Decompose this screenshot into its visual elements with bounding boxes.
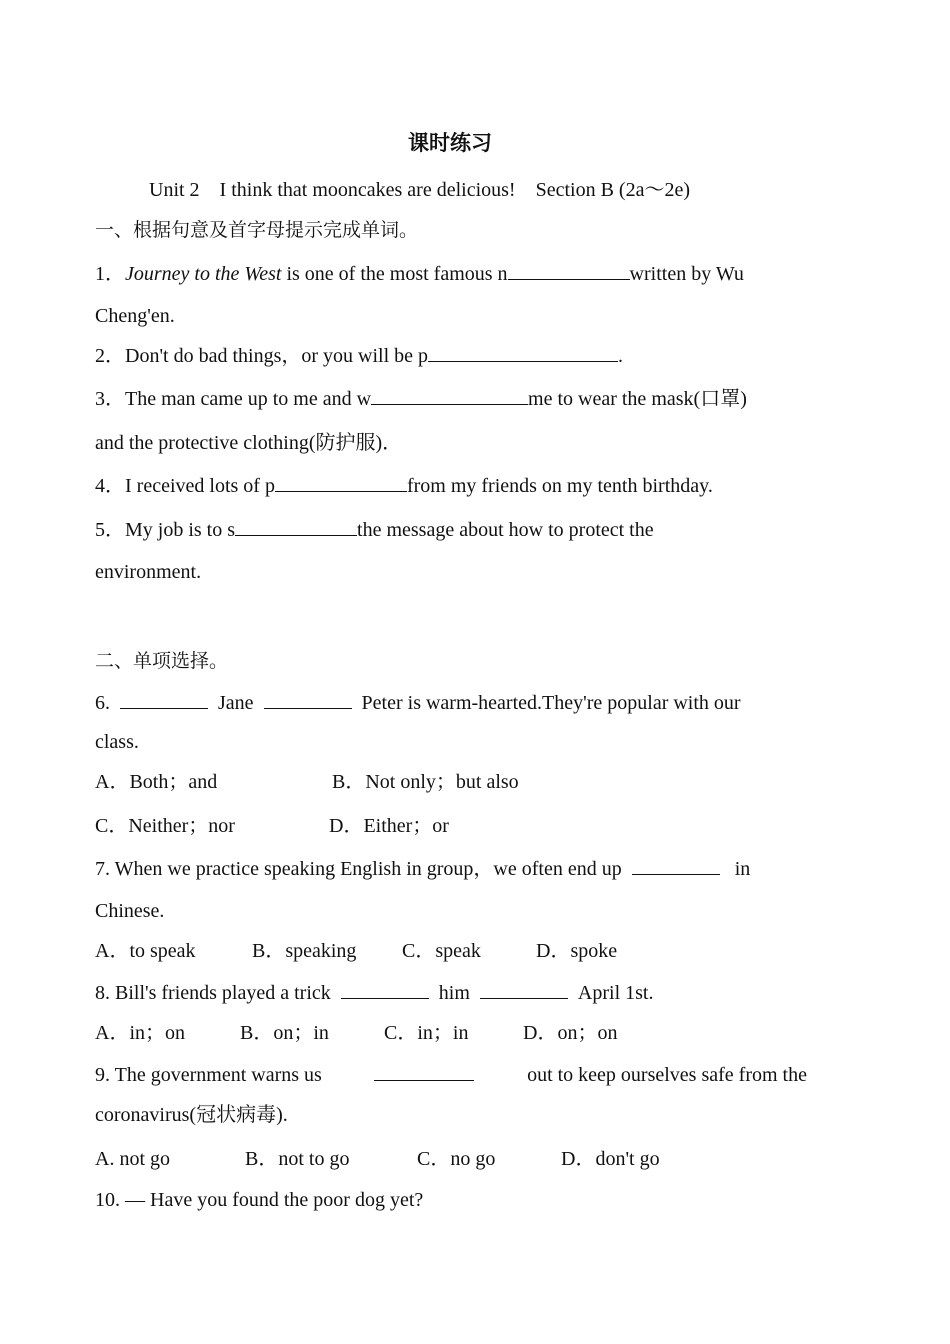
option-a[interactable]: A．in；on	[95, 1022, 185, 1044]
question-text: 7. When we practice speaking English in group，we often end up	[95, 858, 622, 880]
question-text: Jane	[218, 692, 254, 714]
option-a[interactable]: A. not go	[95, 1148, 170, 1170]
question-text: out to keep ourselves safe from the	[527, 1064, 807, 1086]
option-b[interactable]: B．not to go	[245, 1148, 350, 1170]
question-10: 10. — Have you found the poor dog yet?	[95, 1189, 424, 1211]
question-number: 6.	[95, 692, 110, 714]
question-text: the message about how to protect the	[357, 519, 654, 541]
option-d[interactable]: D．Either；or	[329, 815, 449, 837]
answer-blank[interactable]	[374, 1062, 474, 1081]
question-number: 4．	[95, 475, 125, 497]
answer-blank[interactable]	[275, 473, 407, 492]
question-6-options-row1	[95, 769, 519, 795]
question-text: The man came up to me and w	[125, 388, 372, 410]
question-text: written by Wu	[629, 263, 744, 285]
question-1-continued: Cheng'en.	[95, 305, 175, 327]
question-9	[95, 1062, 807, 1088]
question-number: 2．	[95, 345, 125, 367]
book-title: Journey to the West	[125, 263, 282, 285]
question-8	[95, 980, 653, 1006]
option-c[interactable]: C．no go	[417, 1148, 496, 1170]
question-text: me to wear the mask(口罩)	[528, 388, 747, 410]
question-5	[95, 517, 654, 543]
answer-blank[interactable]	[428, 343, 618, 362]
question-text: .	[618, 345, 624, 367]
answer-blank[interactable]	[371, 386, 528, 405]
option-c[interactable]: C．speak	[402, 940, 481, 962]
answer-blank[interactable]	[264, 690, 352, 709]
option-b[interactable]: B．on；in	[240, 1022, 329, 1044]
question-text: My job is to s	[125, 519, 236, 541]
question-number: 5．	[95, 519, 125, 541]
option-a[interactable]: A．Both；and	[95, 771, 218, 793]
question-6-continued: class.	[95, 731, 139, 753]
question-2	[95, 343, 623, 369]
question-1	[95, 261, 744, 287]
question-7-continued: Chinese.	[95, 900, 165, 922]
answer-blank[interactable]	[480, 980, 568, 999]
answer-blank[interactable]	[632, 856, 720, 875]
question-text: him	[438, 982, 470, 1004]
page-title: 课时练习	[408, 131, 492, 155]
question-3-continued: and the protective clothing(防护服)．	[95, 432, 403, 454]
question-9-line	[95, 1062, 807, 1088]
question-text: Peter is warm-hearted.They're popular with our	[361, 692, 741, 714]
answer-blank[interactable]	[120, 690, 208, 709]
option-a[interactable]: A．to speak	[95, 940, 196, 962]
question-text: in	[734, 858, 751, 880]
question-text: I received lots of p	[125, 475, 275, 497]
option-d[interactable]: D．on；on	[523, 1022, 618, 1044]
option-c[interactable]: C．Neither；nor	[95, 815, 235, 837]
option-c[interactable]: C．in；in	[384, 1022, 469, 1044]
question-8-options	[95, 1020, 617, 1046]
question-text: April 1st.	[577, 982, 654, 1004]
question-3	[95, 386, 747, 412]
question-text: 9. The government warns us	[95, 1064, 322, 1086]
answer-blank[interactable]	[508, 261, 630, 280]
page-subtitle: Unit 2 I think that mooncakes are delicious! Section B (2a～2e)	[149, 179, 690, 201]
question-number: 1．	[95, 263, 125, 285]
question-text: 8. Bill's friends played a trick	[95, 982, 331, 1004]
question-6-options-row2	[95, 813, 449, 839]
section1-heading: 一、根据句意及首字母提示完成单词。	[95, 219, 419, 241]
question-text: coronavirus(冠状病毒).	[95, 1104, 288, 1126]
option-d[interactable]: D．spoke	[536, 940, 618, 962]
question-9-options	[95, 1146, 660, 1172]
option-b[interactable]: B．Not only；but also	[332, 771, 519, 793]
answer-blank[interactable]	[341, 980, 429, 999]
question-7-options	[95, 938, 617, 964]
question-7	[95, 856, 750, 882]
option-d[interactable]: D．don't go	[561, 1148, 660, 1170]
question-text: from my friends on my tenth birthday.	[406, 475, 713, 497]
question-text: is one of the most famous n	[281, 263, 508, 285]
option-b[interactable]: B．speaking	[252, 940, 357, 962]
question-4	[95, 473, 713, 499]
question-number: 3．	[95, 388, 125, 410]
question-9-continued	[95, 1102, 288, 1128]
question-5-continued: environment.	[95, 561, 202, 583]
question-text: Don't do bad things，or you will be p	[125, 345, 429, 367]
answer-blank[interactable]	[235, 517, 357, 536]
section2-heading: 二、单项选择。	[95, 650, 229, 672]
question-6	[95, 690, 741, 716]
